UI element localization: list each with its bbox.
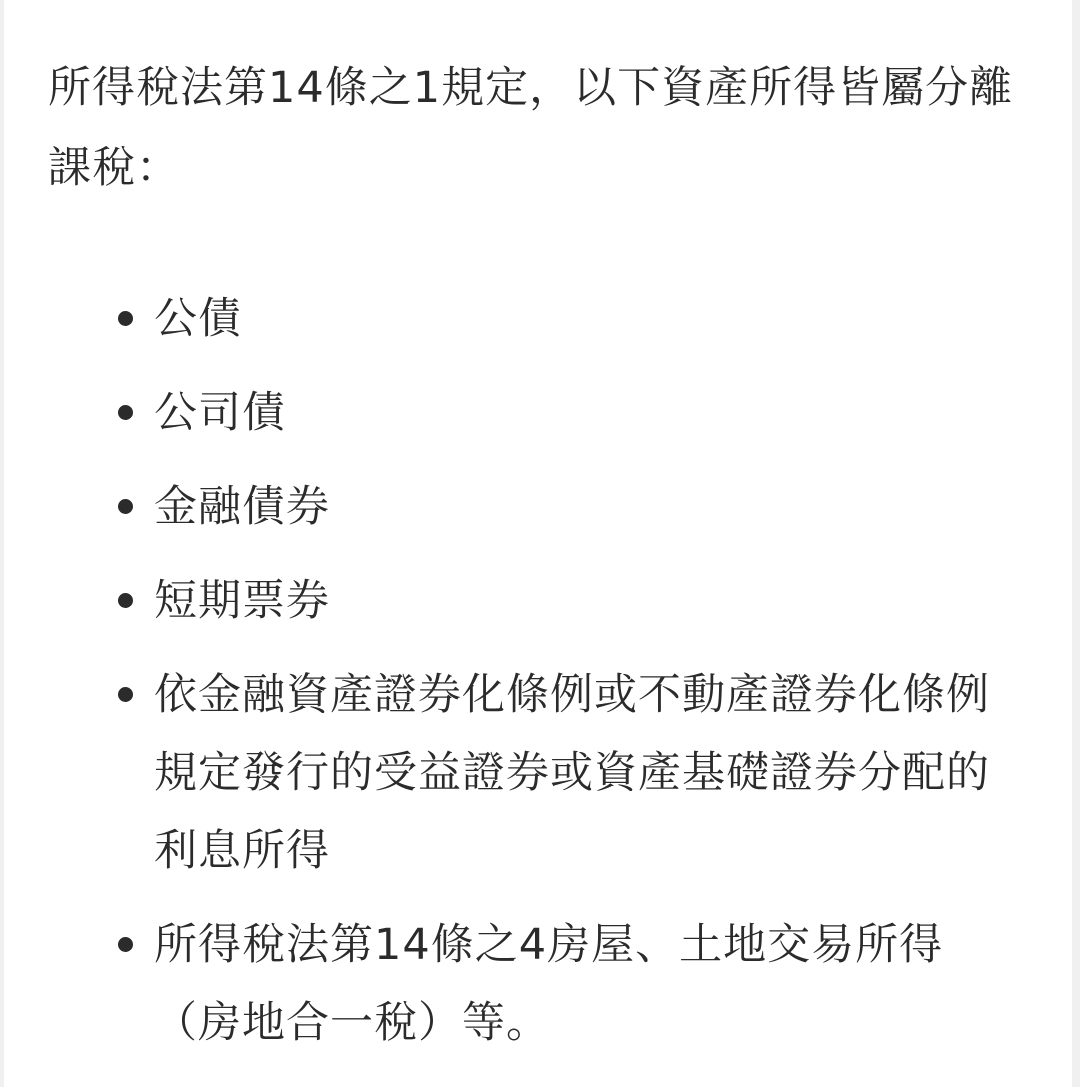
- bullet-icon: [118, 687, 133, 702]
- article-content: [4, 0, 1072, 1087]
- bullet-icon: [118, 593, 133, 608]
- bullet-icon: [118, 499, 133, 514]
- asset-income-list: [154, 280, 1014, 1078]
- list-item-text: 所得稅法第14條之4房屋、土地交易所得（房地合一稅）等。: [154, 920, 944, 1048]
- list-item-text: 短期票券: [154, 576, 330, 626]
- intro-paragraph: 所得稅法第14條之1規定，以下資產所得皆屬分離課稅：: [48, 63, 1014, 193]
- list-item-text: 金融債券: [154, 482, 330, 532]
- list-item-text: 公司債: [154, 388, 286, 438]
- list-item: [154, 906, 1014, 1062]
- bullet-icon: [118, 405, 133, 420]
- list-item: [154, 280, 1014, 358]
- bullet-icon: [118, 937, 133, 952]
- list-item-text: 公債: [154, 294, 242, 344]
- list-item: [154, 562, 1014, 640]
- list-item-text: 依金融資產證券化條例或不動產證券化條例規定發行的受益證券或資產基礎證券分配的利息所得: [154, 670, 990, 876]
- bullet-icon: [118, 311, 133, 326]
- list-item: [154, 468, 1014, 546]
- list-item: [154, 374, 1014, 452]
- list-item: [154, 656, 1014, 890]
